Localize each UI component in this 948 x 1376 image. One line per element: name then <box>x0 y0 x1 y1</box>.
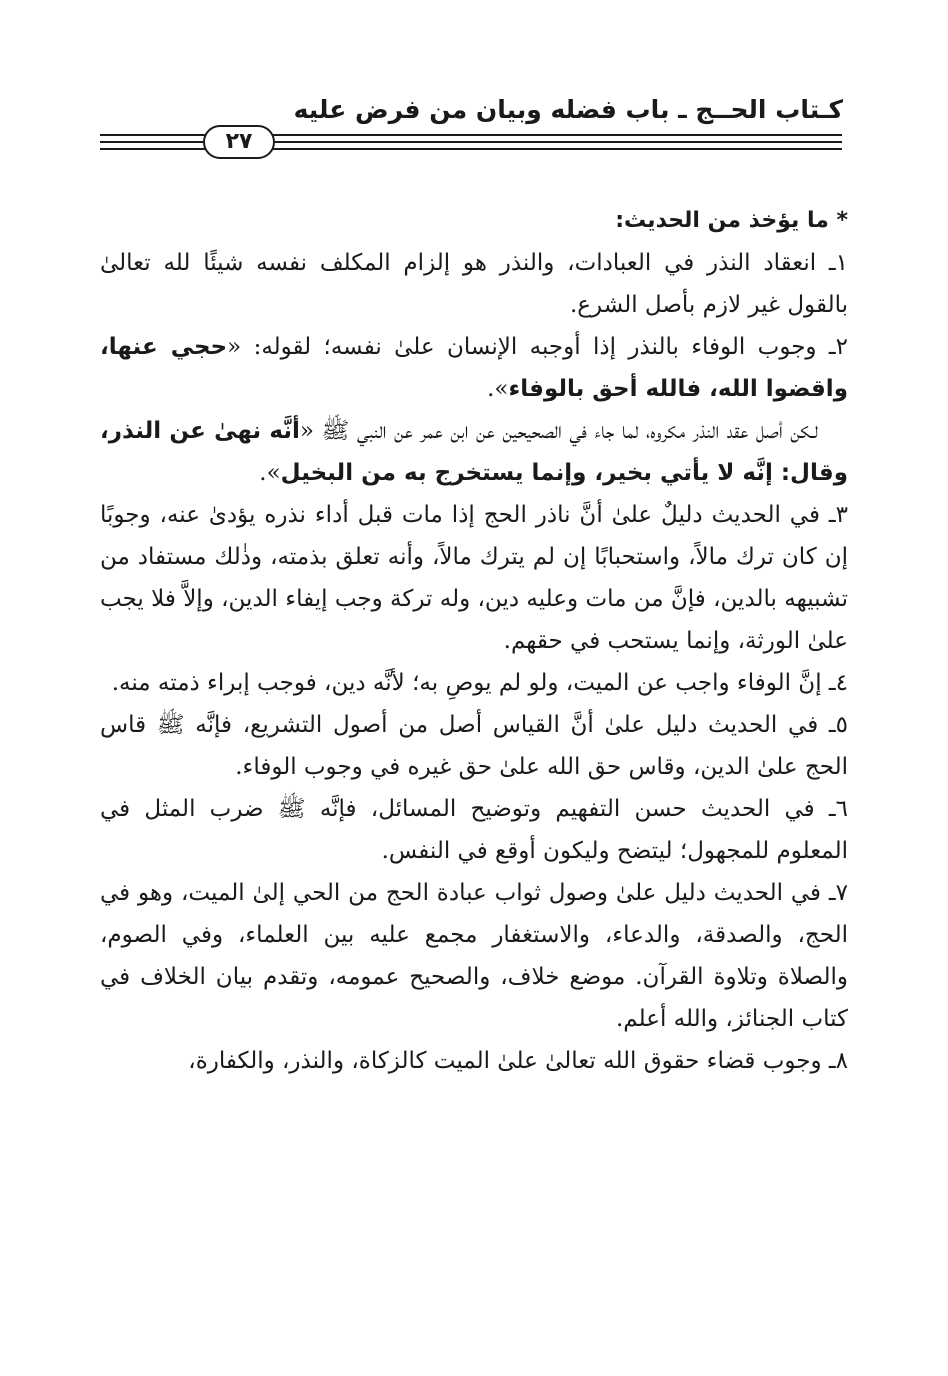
list-item-2 <box>100 326 848 410</box>
header-rule-left-bottom <box>100 148 206 150</box>
note-text: لـكن أصل عقد النذر مكروه، لما جاء في الصحيحين عن ابن عمر عن النبي ﷺ « <box>299 418 818 444</box>
header-rule-right-bottom <box>272 148 842 150</box>
page-number: ٢٧ <box>225 129 253 154</box>
list-item-2-text: ٢ـ وجوب الوفاء بالنذر إذا أوجبه الإنسان علىٰ نفسه؛ لقوله: « <box>227 334 848 360</box>
section-heading: * ما يؤخذ من الحديث: <box>615 208 848 233</box>
list-item-5: ٥ـ في الحديث دليل علىٰ أنَّ القياس أصل من أصول التشريع، فإنَّه ﷺ قاس الحج علىٰ الدين، وقاس حق الله علىٰ حق غيره في وجوب الوفاء. <box>100 712 848 780</box>
list-item-8: ٨ـ وجوب قضاء حقوق الله تعالىٰ علىٰ الميت كالزكاة، والنذر، والكفارة، <box>188 1048 848 1074</box>
list-item-1: ١ـ انعقاد النذر في العبادات، والنذر هو إلزام المكلف نفسه شيئًا لله تعالىٰ بالقول غير لازم بأصل الشرع. <box>100 250 848 318</box>
list-item-7: ٧ـ في الحديث دليل علىٰ وصول ثواب عبادة الحج من الحي إلىٰ الميت، وهو في الحج، والصدقة، والدعاء، والاستغفار مجمع عليه بين العلماء، وفي الصوم، والصلاة وتلاوة القرآن. موضع خلاف، والصحيح عمومه، وتقدم بيان الخلاف في كتاب الجنائز، والله أعلم. <box>100 880 848 1032</box>
note-paragraph <box>100 410 848 494</box>
header-rule-right-top <box>272 134 842 136</box>
running-header: كـتاب الحــج ـ باب فضله وبيان من فرض عليه <box>293 95 843 124</box>
list-item-3: ٣ـ في الحديث دليلٌ علىٰ أنَّ ناذر الحج إذا مات قبل أداء نذره يؤدىٰ عنه، وجوبًا إن كان ترك مالاً، واستحبابًا إن لم يترك مالاً، وأنه تعلق بذمته، وذٰلك مستفاد من تشبيهه بالدين، فإنَّ من مات وعليه دين، وله تركة وجب إيفاء الدين، وإلاَّ فلا يجب علىٰ الورثة، وإنما يستحب في حقهم. <box>100 502 848 654</box>
list-item-6: ٦ـ في الحديث حسن التفهيم وتوضيح المسائل، فإنَّه ﷺ ضرب المثل في المعلوم للمجهول؛ ليتضح وليكون أوقع في النفس. <box>100 796 848 864</box>
page-body <box>100 200 848 1082</box>
header-rule-right-mid <box>272 141 842 143</box>
header-rule-left-top <box>100 134 206 136</box>
list-item-4: ٤ـ إنَّ الوفاء واجب عن الميت، ولو لم يوصِ به؛ لأنَّه دين، فوجب إبراء ذمته منه. <box>111 670 848 696</box>
header-rule-left-mid <box>100 141 206 143</box>
page-number-badge <box>203 125 275 159</box>
list-item-2-end: ». <box>487 376 509 402</box>
hadith-quote-1: حجي عنها، واقضوا الله، فالله أحق بالوفاء <box>100 334 848 402</box>
hadith-quote-2: أنَّه نهىٰ عن النذر، وقال: إنَّه لا يأتي بخير، وإنما يستخرج به من البخيل <box>100 418 848 486</box>
note-end: ». <box>259 460 281 486</box>
